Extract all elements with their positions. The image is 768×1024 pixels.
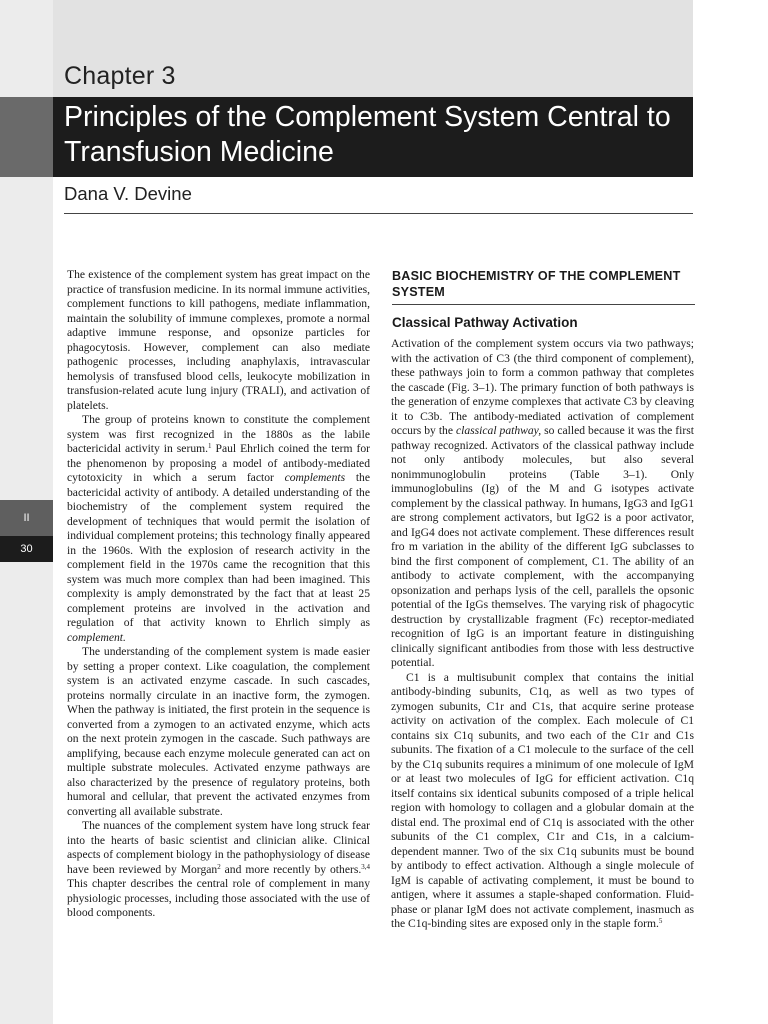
- left-margin-title-block: [0, 97, 53, 177]
- section-divider: [392, 304, 695, 305]
- author-divider: [64, 213, 693, 214]
- page-number-tab: 30: [0, 536, 53, 562]
- body-paragraph: C1 is a multisubunit complex that contains the initial antibody-binding subunits, C1q, as well as two types of zymogen subunits, C1r and C1s, that acquire serine protease activity on activation of the complex. Each molecule of C1 contains six C1q subunits, and two each of the C1r and C1s subunits. The fixation of a C1 molecule to the surface of the cell by the C1q subunits requires a minimum of one molecule of IgM or at least two molecules of IgG for efficient activation. C1q itself contains six identical subunits composed of a triple helical region with homology to collagen and a globular domain at the distal end. The proximal end of C1q is associated with the other subunits of the C1 complex, C1r and C1s, in a calcium-dependent manner. Two of the six C1q subunits must be bound by antibody to effect activation. Although a single molecule of IgM is capable of activating complement, it must be bound to antigen, where it assumes a staple-shaped conformation. Fluid-phase or planar IgM does not activate complement, inasmuch as the C1q-binding sites are exposed only in the staple form.$^5$: [391, 670, 694, 930]
- section-heading: BASIC BIOCHEMISTRY OF THE COMPLEMENT SYSTEM: [392, 269, 681, 299]
- body-paragraph: The nuances of the complement system have long struck fear into the hearts of basic scientist and clinician alike. Clinical aspects of complement biology in the pathophysiology of disease have been reviewed by Morgan$^2$ and more recently by others.$^{3,4}$ This chapter describes the central role of complement in many physiologic processes, including those associated with the use of blood components.: [67, 819, 370, 919]
- right-text-column: [391, 337, 694, 932]
- subsection-heading: Classical Pathway Activation: [392, 315, 578, 330]
- body-paragraph: Activation of the complement system occurs via two pathways; with the activation of C3 (the third component of complement), these pathways join to form a common pathway that completes the cascade (Fig. 3–1). The primary function of both pathways is the generation of enzyme complexes that activate C3 by cleaving it to C3b. The antibody-mediated activation of complement occurs by the classical pathway, so called because it was the first pathway recognized. Activators of the classical pathway include not only antibody molecules, but also several nonimmunoglobulin proteins (Table 3–1). Only immunoglobulins (Ig) of the M and G isotypes activate complement by the classical pathway. In humans, IgG3 and IgG1 are strong complement activators, but IgG2 is a poor activator, and IgG4 does not activate complement. These differences result fro m variation in the ability of the different IgG subclasses to bind the first component of complement, C1. The ability of an antibody to activate complement, with the accompanying opsonization and perhaps lysis of the cell, parallels the opsonic potential of the IgGs themselves. The varying risk of phagocytic destruction by crystallizable fragment (Fc) receptor-mediated recognition of IgG is an important feature in distinguishing clinically significant antibodies from those with less destructive potential.: [391, 337, 694, 669]
- body-paragraph: The understanding of the complement system is made easier by setting a proper context. Like coagulation, the complement system is an activated enzyme cascade. In such cascades, proteins normally circulate in an inactive form, the zymogen. When the pathway is initiated, the first protein in the sequence is converted from a zymogen to an activated enzyme, which acts on the next protein zymogen in the cascade. Such pathways are amplifying, because each enzyme molecule generated can act on multiple substrate molecules. Activated enzyme pathways are also characterized by the presence of regulatory proteins, both humoral and cellular, that prevent the activated enzymes from converting all available substrate.: [67, 645, 370, 818]
- body-paragraph: The existence of the complement system has great impact on the practice of transfusion medicine. In its normal immune activities, complement functions to kill pathogens, mediate inflammation, maintain the solubility of immune complexes, promote a normal adaptive immune response, and opsonize particles for phagocytosis. However, complement can also mediate pathogenic processes, including anaphylaxis, intravascular hemolysis of transfused blood cells, leukocyte mobilization in transfusion-related acute lung injury (TRALI), and activation of platelets.: [67, 268, 370, 412]
- chapter-title: Principles of the Complement System Central to Transfusion Medicine: [64, 101, 671, 168]
- author-name: Dana V. Devine: [64, 183, 192, 204]
- left-text-column: [67, 268, 370, 921]
- chapter-number: Chapter 3: [64, 62, 176, 90]
- body-paragraph: The group of proteins known to constitute the complement system was first recognized in the 1880s as the labile bactericidal activity in serum.$^1$ Paul Ehrlich coined the term for the phenomenon by proposing a model of antibody-mediated cytotoxicity in which a serum factor complements the bactericidal activity of antibody. A detailed understanding of the biochemistry of the complement system required the development of techniques that would permit the isolation of individual complement proteins; this technology finally appeared in the 1960s. With the explosion of research activity in the complement field in the 1970s came the recognition that this system was much more complex than had been imagined. This complexity is amply demonstrated by the fact that at least 25 complement proteins are involved in the activation and regulation of that activity known to Ehrlich simply as complement.: [67, 413, 370, 644]
- section-tab: II: [0, 500, 53, 536]
